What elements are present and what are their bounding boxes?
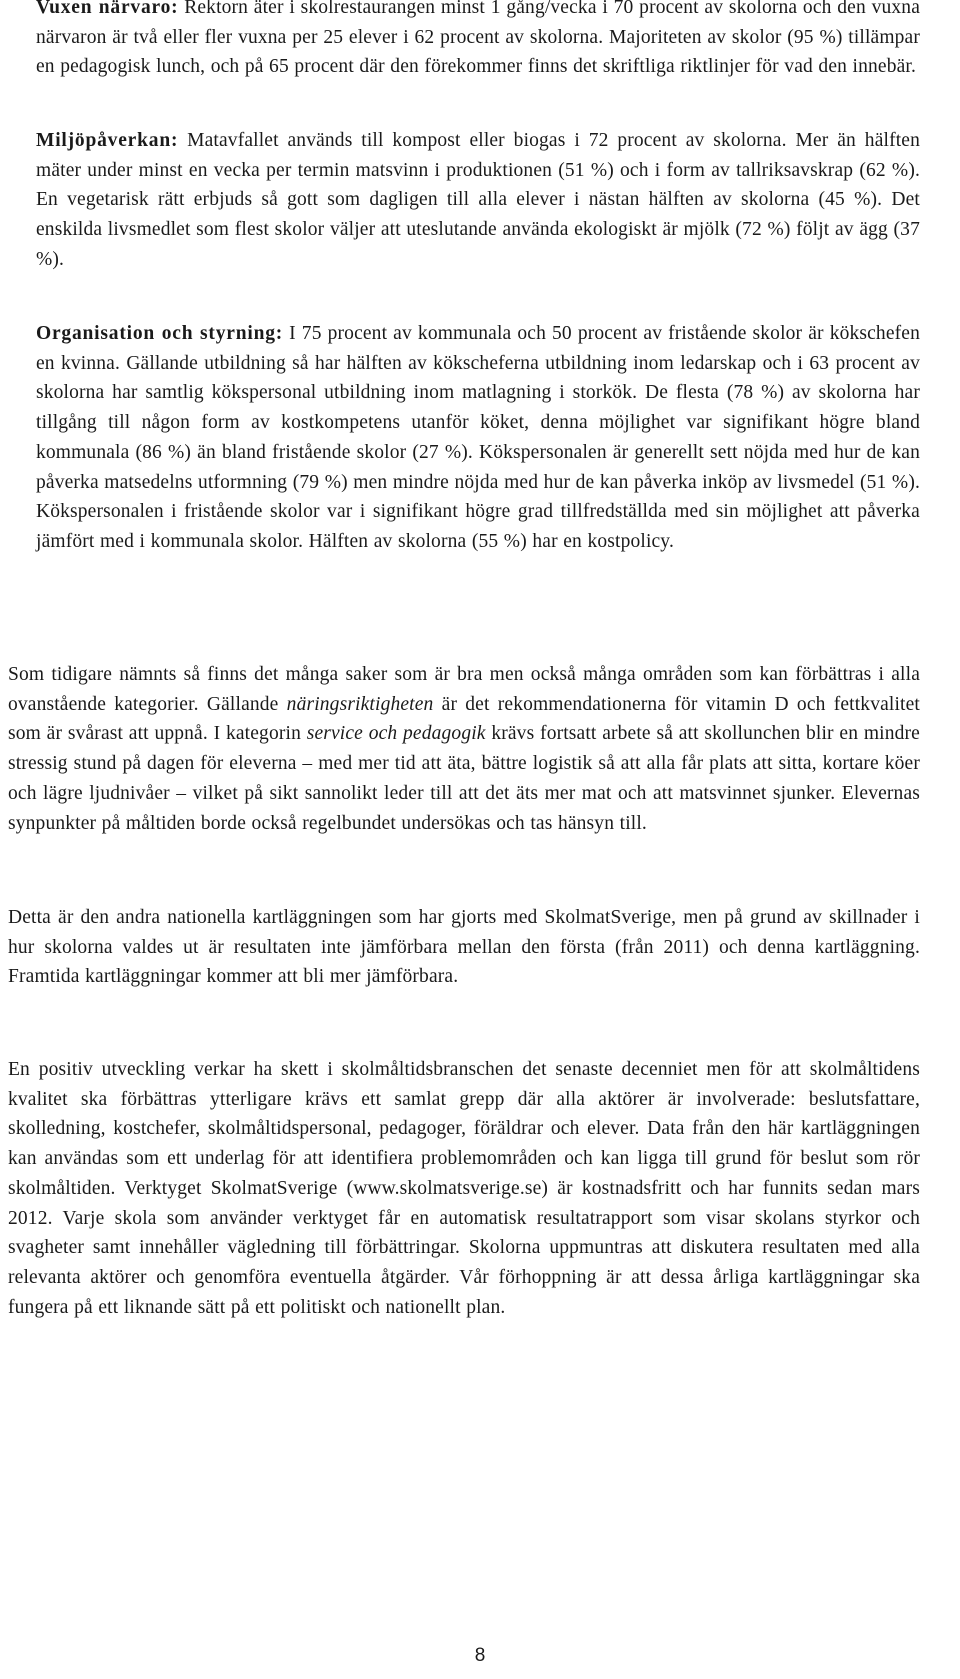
paragraph-improvements — [8, 660, 920, 838]
section-text: Matavfallet används till kompost eller biogas i 72 procent av skolorna. Mer än hälften mäter under minst en vecka per termin matsvinn i produktionen (51 %) och i form av tallriksavskrap (62 %). En vegetarisk rätt erbjuds så gott som dagligen till alla elever i nästan hälften av skolorna (45 %). Det enskilda livsmedlet som flest skolor väljer att uteslutande använda ekologiskt är mjölk (72 %) följt av ägg (37 %). — [36, 130, 920, 270]
emphasis-term: service och pedagogik — [306, 723, 486, 745]
paragraph-positive-development: En positiv utveckling verkar ha skett i skolmåltidsbranschen det senaste decenniet men för att skolmåltidens kvalitet ska förbättras ytterligare krävs ett samlat grepp där alla aktörer är involverade: beslutsfattare, skolledning, kostchefer, skolmåltidspersonal, pedagoger, föräldrar och elever. Data från den här kartläggningen kan användas som ett underlag för att identifiera problemområden och kan ligga till grund för beslut som rör skolmåltiden. Verktyget SkolmatSverige (www.skolmatsverige.se) är kostnadsfritt och har funnits sedan mars 2012. Varje skola som använder verktyget får en automatisk resultatrapport som visar skolans styrkor och svagheter samt innehåller vägledning till förbättringar. Skolorna uppmuntras att diskutera resultaten med alla relevanta aktörer och genomföra eventuella åtgärder. Vår förhoppning är att dessa årliga kartläggningar ska fungera på ett liknande sätt på ett politiskt och nationellt plan. — [8, 1059, 920, 1318]
section-lead: Organisation och styrning: — [36, 323, 284, 344]
section-lead: Miljöpåverkan: — [36, 130, 179, 151]
page-number: 8 — [474, 1645, 486, 1666]
section-lead: Vuxen närvaro: — [36, 0, 179, 18]
section-vuxen-narvaro — [36, 0, 920, 82]
paragraph-text: Som tidigare nämnts så finns det många saker som är bra men också många områden som kan förbättras i alla ovanstående kategorier. Gällande — [8, 664, 920, 715]
emphasis-term: näringsriktigheten — [286, 693, 434, 715]
section-miljopaverkan — [36, 126, 920, 275]
section-organisation — [36, 319, 920, 557]
section-text: I 75 procent av kommunala och 50 procent av fristående skolor är kökschefen en kvinna. Gällande utbildning så har hälften av kökscheferna utbildning inom ledarskap och i 63 procent av skolorna har samtlig kökspersonal utbildning inom matlagning i storkök. De flesta (78 %) av skolorna har tillgång till någon form av kostkompetens utanför köket, denna möjlighet var signifikant högre bland kommunala (86 %) än bland fristående skolor (27 %). Kökspersonalen är generellt sett nöjda med hur de kan påverka matsedelns utformning (79 %) men mindre nöjda med hur de kan påverka inköp av livsmedel (51 %). Kökspersonalen i fristående skolor var i signifikant högre grad tillfredställda med sin möjlighet att påverka jämfört med i kommunala skolor. Hälften av skolorna (55 %) har en kostpolicy. — [36, 323, 920, 552]
paragraph-text: är det rekommendationerna för vitamin D och fettkvalitet som är svårast att uppnå. I kategorin — [8, 693, 920, 745]
section-text: Rektorn äter i skolrestaurangen minst 1 gång/vecka i 70 procent av skolorna och den vuxna närvaron är två eller fler vuxna per 25 elever i 62 procent av skolorna. Majoriteten av skolor (95 %) tillämpar en pedagogisk lunch, och på 65 procent där den förekommer finns det skriftliga riktlinjer för vad den innebär. — [36, 0, 920, 78]
paragraph-second-survey: Detta är den andra nationella kartläggningen som har gjorts med SkolmatSverige, men på grund av skillnader i hur skolorna valdes ut är resultaten inte jämförbara mellan den första (från 2011) och denna kartläggning. Framtida kartläggningar kommer att bli mer jämförbara. — [8, 907, 920, 988]
paragraph-text: krävs fortsatt arbete så att skollunchen blir en mindre stressig stund på dagen för eleverna – med mer tid att äta, bättre logistik så att alla får plats att sitta, kortare köer och lägre ljudnivåer – vilket på sikt sannolikt leder till att det äts mer mat och att matsvinnet sjunker. Elevernas synpunkter på måltiden borde också regelbundet undersökas och tas hänsyn till. — [8, 723, 920, 834]
